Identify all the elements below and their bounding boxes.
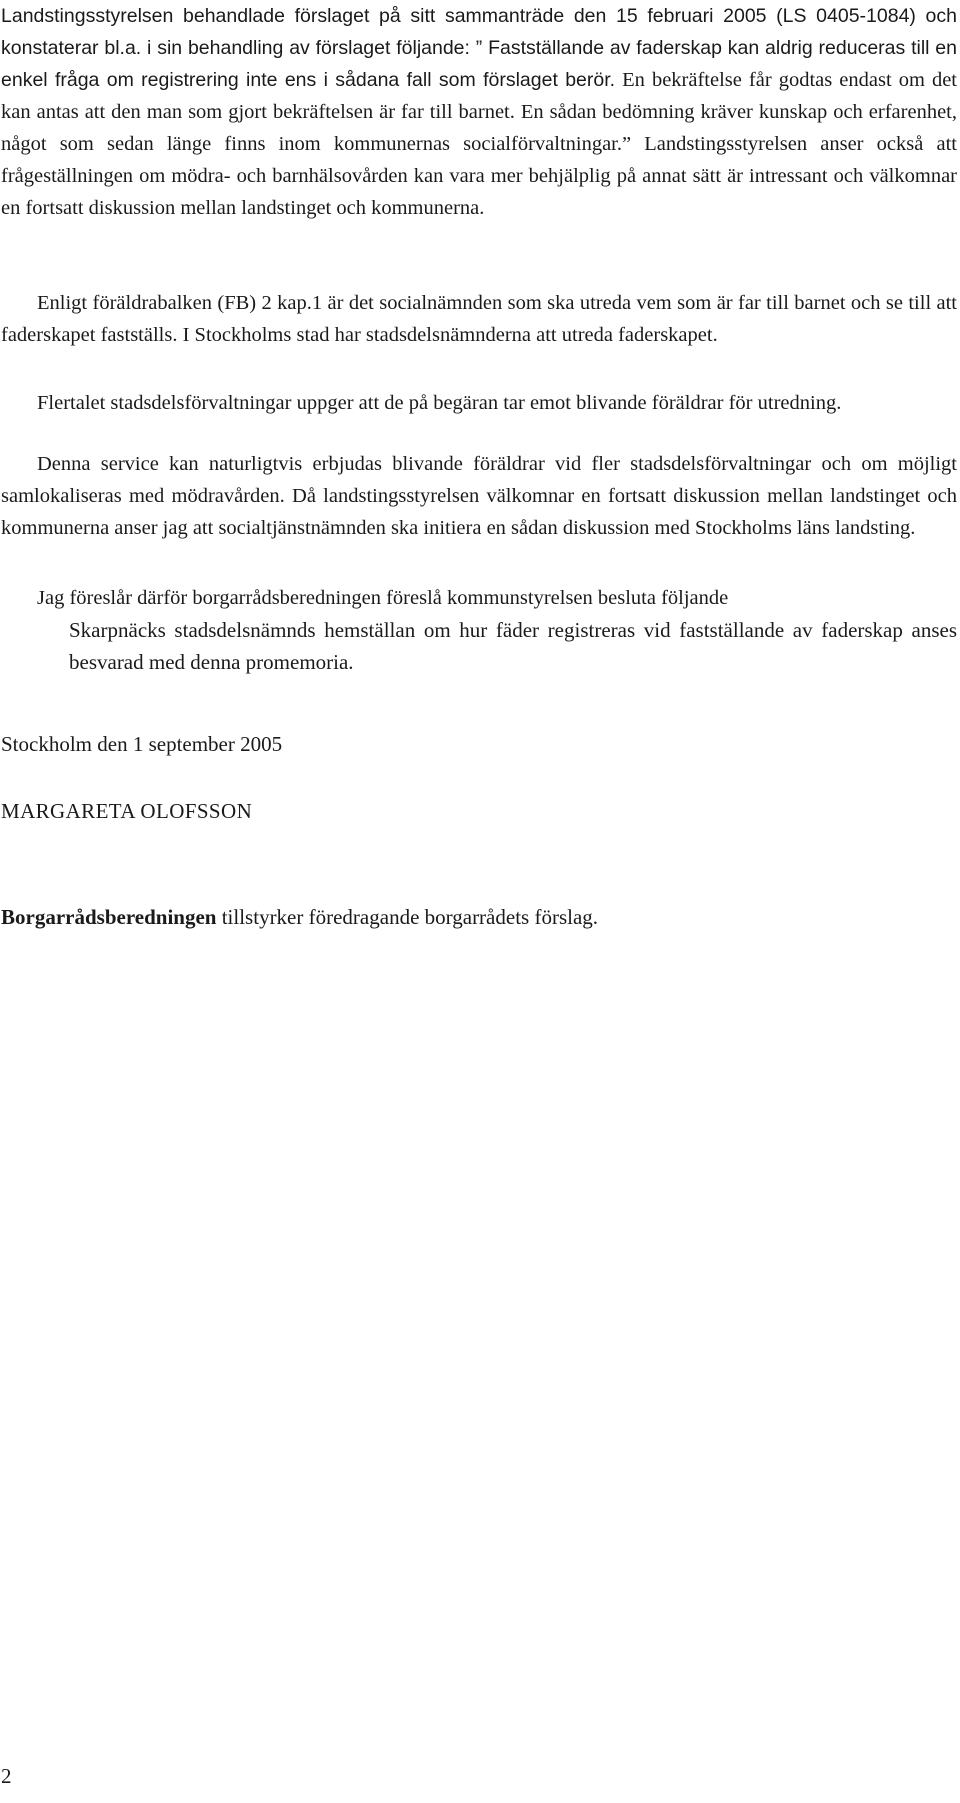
paragraph-flertalet <box>1 387 957 419</box>
paragraph-fb-text-rest: är det socialnämnden som ska utreda vem som är far till barnet och se till att faderskapet fastställs. I Stockholms stad har stadsdelsnämnderna att utreda faderskapet. <box>1 292 958 346</box>
closing-text: tillstyrker föredragande borgarrådets förslag. <box>216 905 599 929</box>
page-number: 2 <box>1 1764 12 1788</box>
paragraph-landstingsstyrelsen <box>1 0 957 224</box>
paragraph-denna-service <box>1 448 957 544</box>
paragraph-denna-service-text: Denna service kan naturligtvis erbjudas blivande föräldrar vid fler stadsdelsförvaltningar och om möjligt samlokaliseras med mödravården. Då landstingsstyrelsen välkomnar en fortsatt diskussion mellan landstinget och kommunerna anser jag att socialtjänstnämnden ska initiera en sådan diskussion med Stockholms läns landsting. <box>1 453 957 539</box>
place-date: Stockholm den 1 september 2005 <box>1 732 283 756</box>
paragraph-continuation: En bekräftelse får godtas endast om det kan antas att den man som gjort bekräftelsen är far till barnet. En sådan bedömning kräver kunskap och erfarenhet, något som sedan länge finns inom kommunernas socialförvaltningar.” Landstingsstyrelsen anser också att frågeställningen om mödra- och barnhälsovården kan vara mer behjälplig på annat sätt är intressant och välkomnar en fortsatt diskussion mellan landstinget och kommunerna. <box>1 69 957 219</box>
paragraph-proposal <box>1 582 957 678</box>
paragraph-flertalet-text: Flertalet stadsdelsförvaltningar uppger att de på begäran tar emot blivande föräldrar för utredning. <box>37 392 842 414</box>
signer-name: MARGARETA OLOFSSON <box>1 799 253 823</box>
proposal-intro: Jag föreslår därför borgarrådsberedningen föreslå kommunstyrelsen besluta följande <box>37 587 729 609</box>
proposal-decision: Skarpnäcks stadsdelsnämnds hemställan om hur fäder registreras vid fastställande av faderskap anses besvarad med denna promemoria. <box>69 618 957 674</box>
paragraph-quote-part: Landstingsstyrelsen behandlade förslaget på sitt sammanträde den 15 februari 2005 (LS 0405-1084) och konstaterar bl.a. i sin behandling av förslaget följande: ” Fastställande av faderskap kan aldrig reduceras till en enkel fråga om registrering inte ens i sådana fall som förslaget berör. <box>1 5 957 91</box>
paragraph-foraldrabalken <box>1 287 957 351</box>
closing-statement <box>1 901 598 933</box>
paragraph-fb-text: Enligt föräldrabalken (FB) 2 kap.1 <box>37 292 323 314</box>
closing-bold-label: Borgarrådsberedningen <box>1 905 217 929</box>
